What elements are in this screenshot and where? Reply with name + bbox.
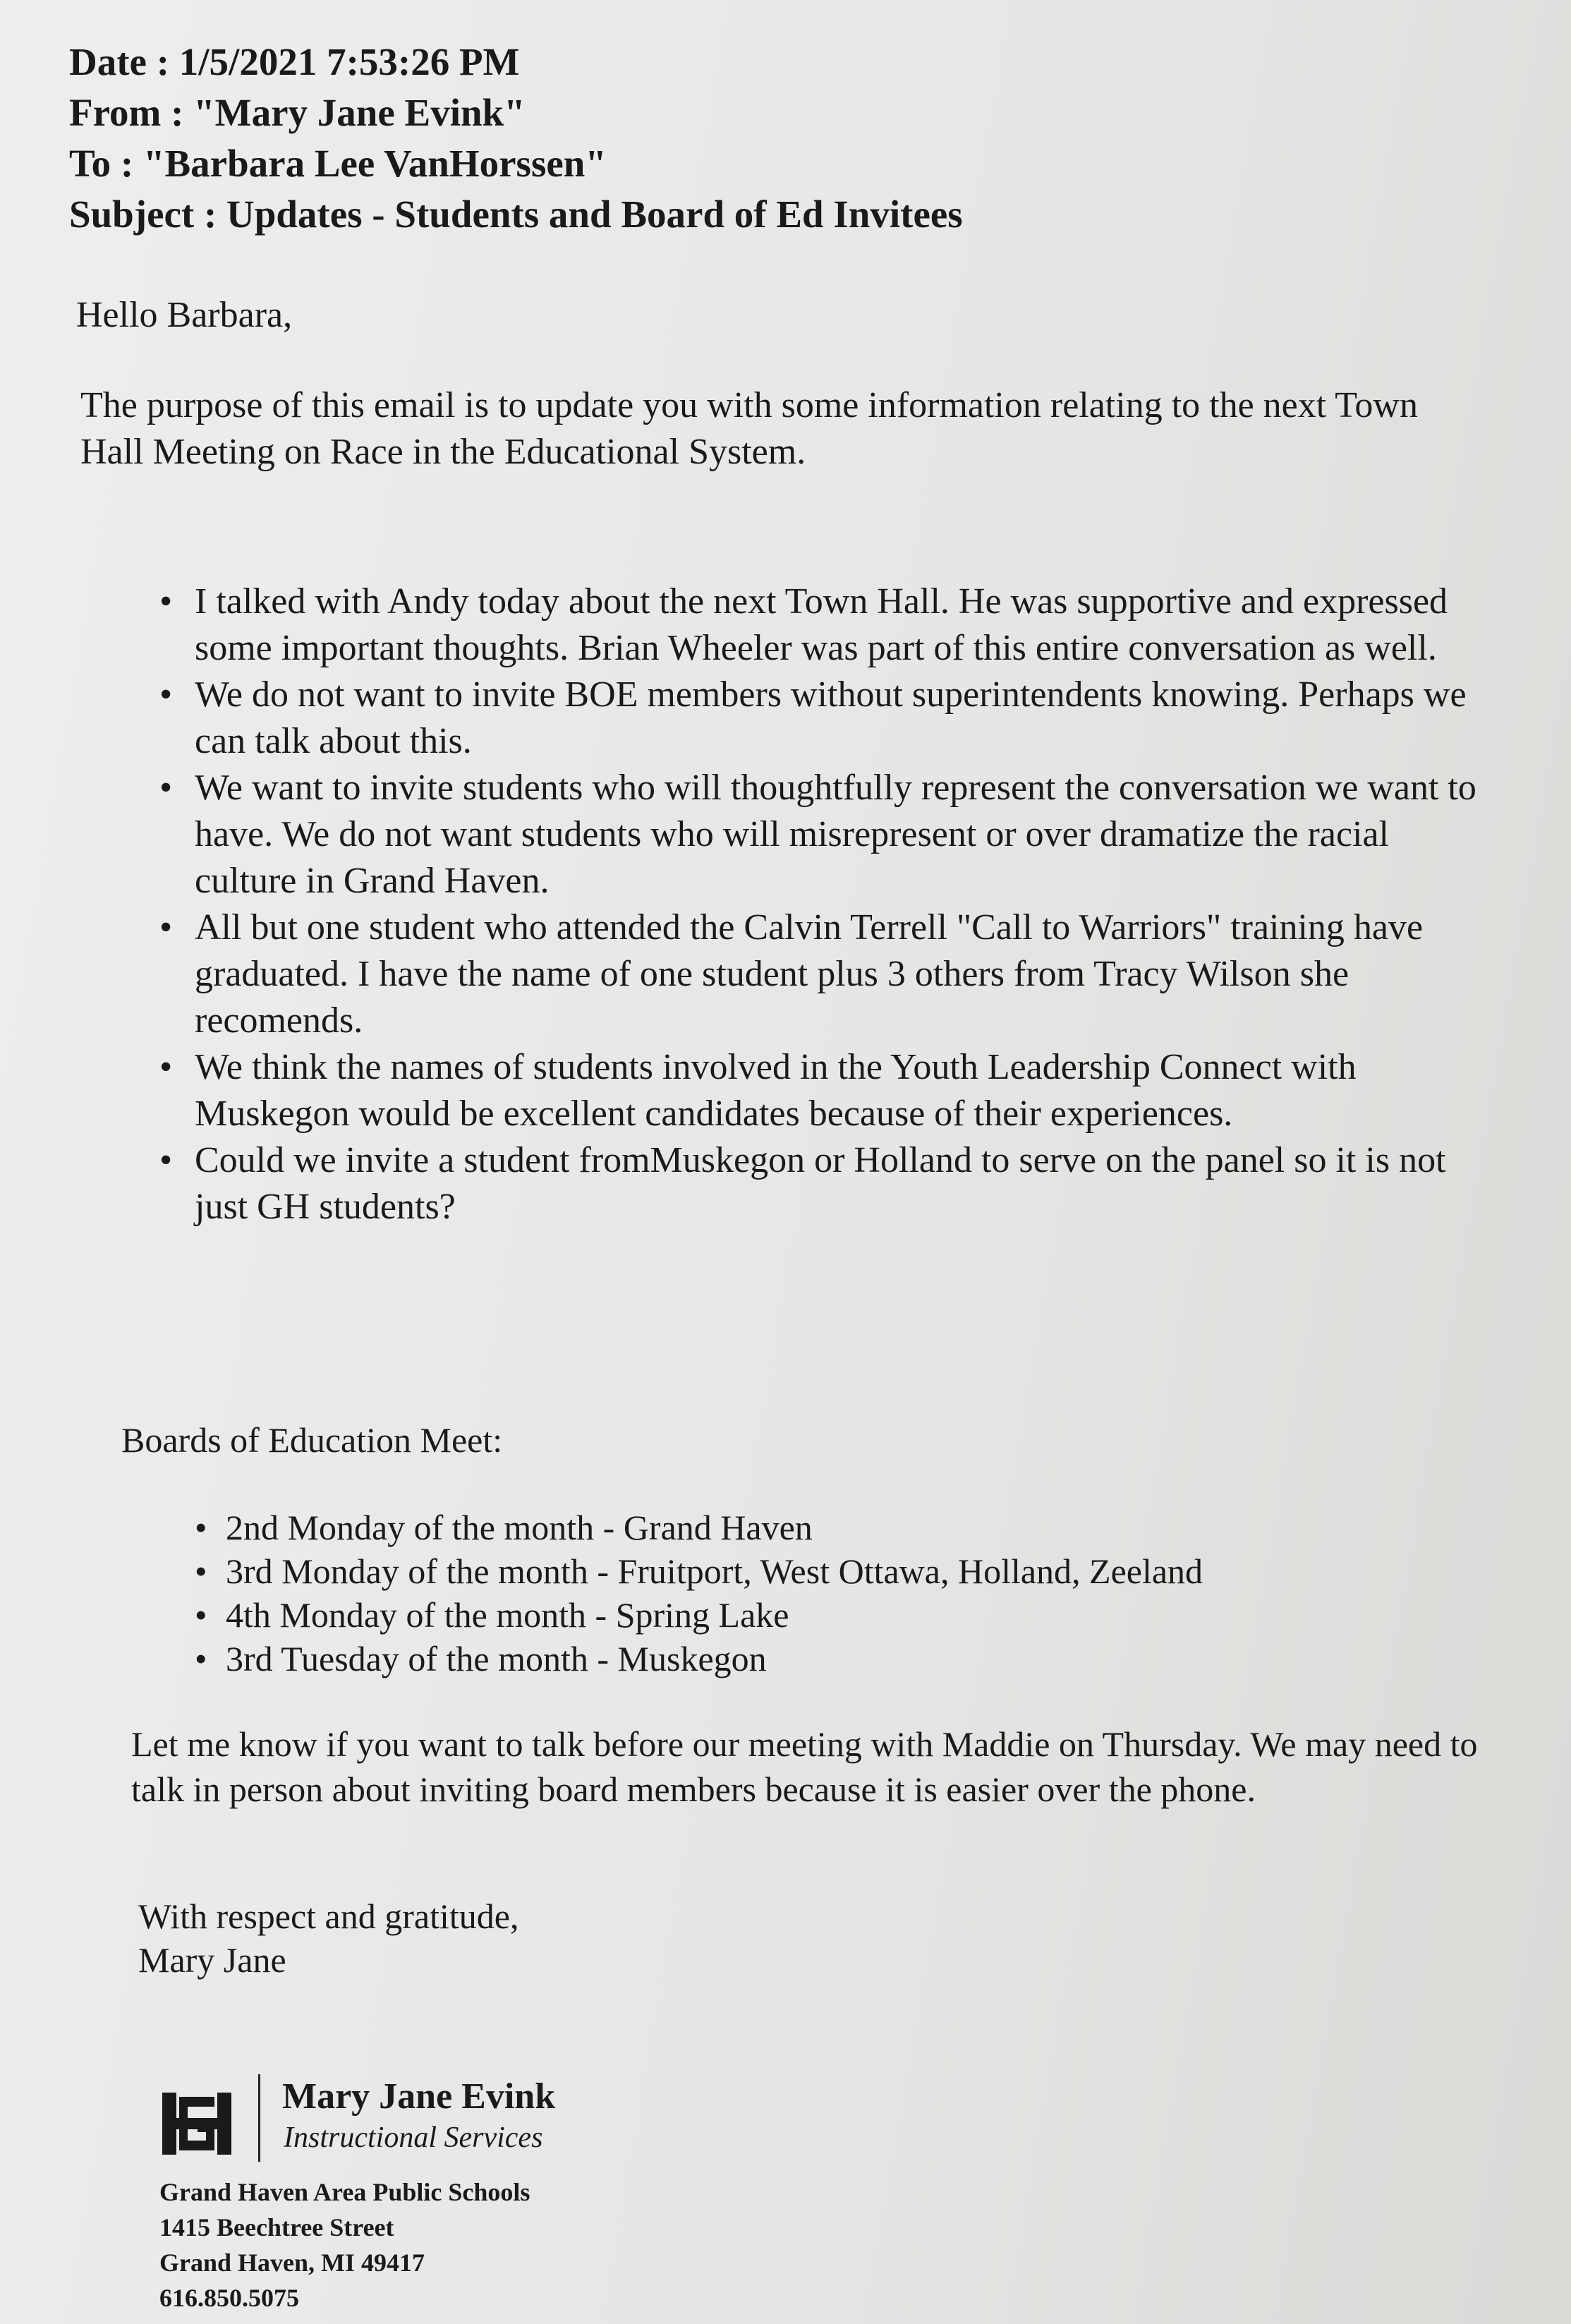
bullet-item: • We do not want to invite BOE members without superintendents knowing. Perhaps we can talk about this. bbox=[159, 672, 1479, 765]
bullet-item: • We think the names of students involved in the Youth Leadership Connect with Muskegon would be excellent candidates because of their experiences. bbox=[159, 1044, 1479, 1137]
phone-number: 616.850.5075 bbox=[159, 2284, 299, 2312]
meeting-item: • 4th Monday of the month - Spring Lake bbox=[195, 1593, 1203, 1637]
bullet-item: • We want to invite students who will thoughtfully represent the conversation we want to have. We do not want students who will misrepresent or over dramatize the racial culture in Grand Haven. bbox=[159, 765, 1479, 904]
boards-heading: Boards of Education Meet: bbox=[121, 1420, 503, 1460]
signoff-name: Mary Jane bbox=[138, 1940, 286, 1980]
signature-block bbox=[158, 2074, 793, 2314]
subject-line: Subject : Updates - Students and Board of Ed Invitees bbox=[69, 193, 963, 236]
board-meeting-list bbox=[195, 1506, 1203, 1681]
signature-name: Mary Jane Evink bbox=[282, 2076, 556, 2117]
signoff bbox=[138, 1894, 518, 1982]
update-bullet-list bbox=[159, 579, 1479, 1230]
meeting-item: • 2nd Monday of the month - Grand Haven bbox=[195, 1506, 1203, 1549]
closing-paragraph: Let me know if you want to talk before our meeting with Maddie on Thursday. We may need to talk in person about inviting board members because it is easier over the phone. bbox=[131, 1724, 1478, 1809]
address-line: 1415 Beechtree Street bbox=[159, 2213, 394, 2241]
address-line: Grand Haven, MI 49417 bbox=[159, 2249, 425, 2277]
greeting: Hello Barbara, bbox=[76, 295, 293, 335]
date-line: Date : 1/5/2021 7:53:26 PM bbox=[69, 40, 520, 83]
bullet-item: • Could we invite a student fromMuskegon or Holland to serve on the panel so it is not just GH students? bbox=[159, 1137, 1479, 1230]
meeting-item: • 3rd Monday of the month - Fruitport, West Ottawa, Holland, Zeeland bbox=[195, 1549, 1203, 1593]
email-header-block bbox=[69, 37, 963, 240]
bullet-item: • I talked with Andy today about the next Town Hall. He was supportive and expressed some important thoughts. Brian Wheeler was part of this entire conversation as well. bbox=[159, 579, 1479, 672]
signature-divider bbox=[258, 2074, 260, 2162]
gh-logo-icon bbox=[158, 2088, 236, 2159]
address-line: Grand Haven Area Public Schools bbox=[159, 2178, 530, 2206]
intro-paragraph: The purpose of this email is to update you with some information relating to the next Town Hall Meeting on Race in the Educational System. bbox=[80, 385, 1418, 472]
from-line: From : "Mary Jane Evink" bbox=[69, 91, 526, 134]
signature-title: Instructional Services bbox=[284, 2122, 543, 2154]
meeting-item: • 3rd Tuesday of the month - Muskegon bbox=[195, 1637, 1203, 1681]
signoff-line: With respect and gratitude, bbox=[138, 1896, 519, 1936]
to-line: To : "Barbara Lee VanHorssen" bbox=[69, 142, 607, 185]
bullet-item: • All but one student who attended the Calvin Terrell "Call to Warriors" training have graduated. I have the name of one student plus 3 others from Tracy Wilson she recomends. bbox=[159, 904, 1479, 1044]
address-block bbox=[159, 2174, 530, 2316]
